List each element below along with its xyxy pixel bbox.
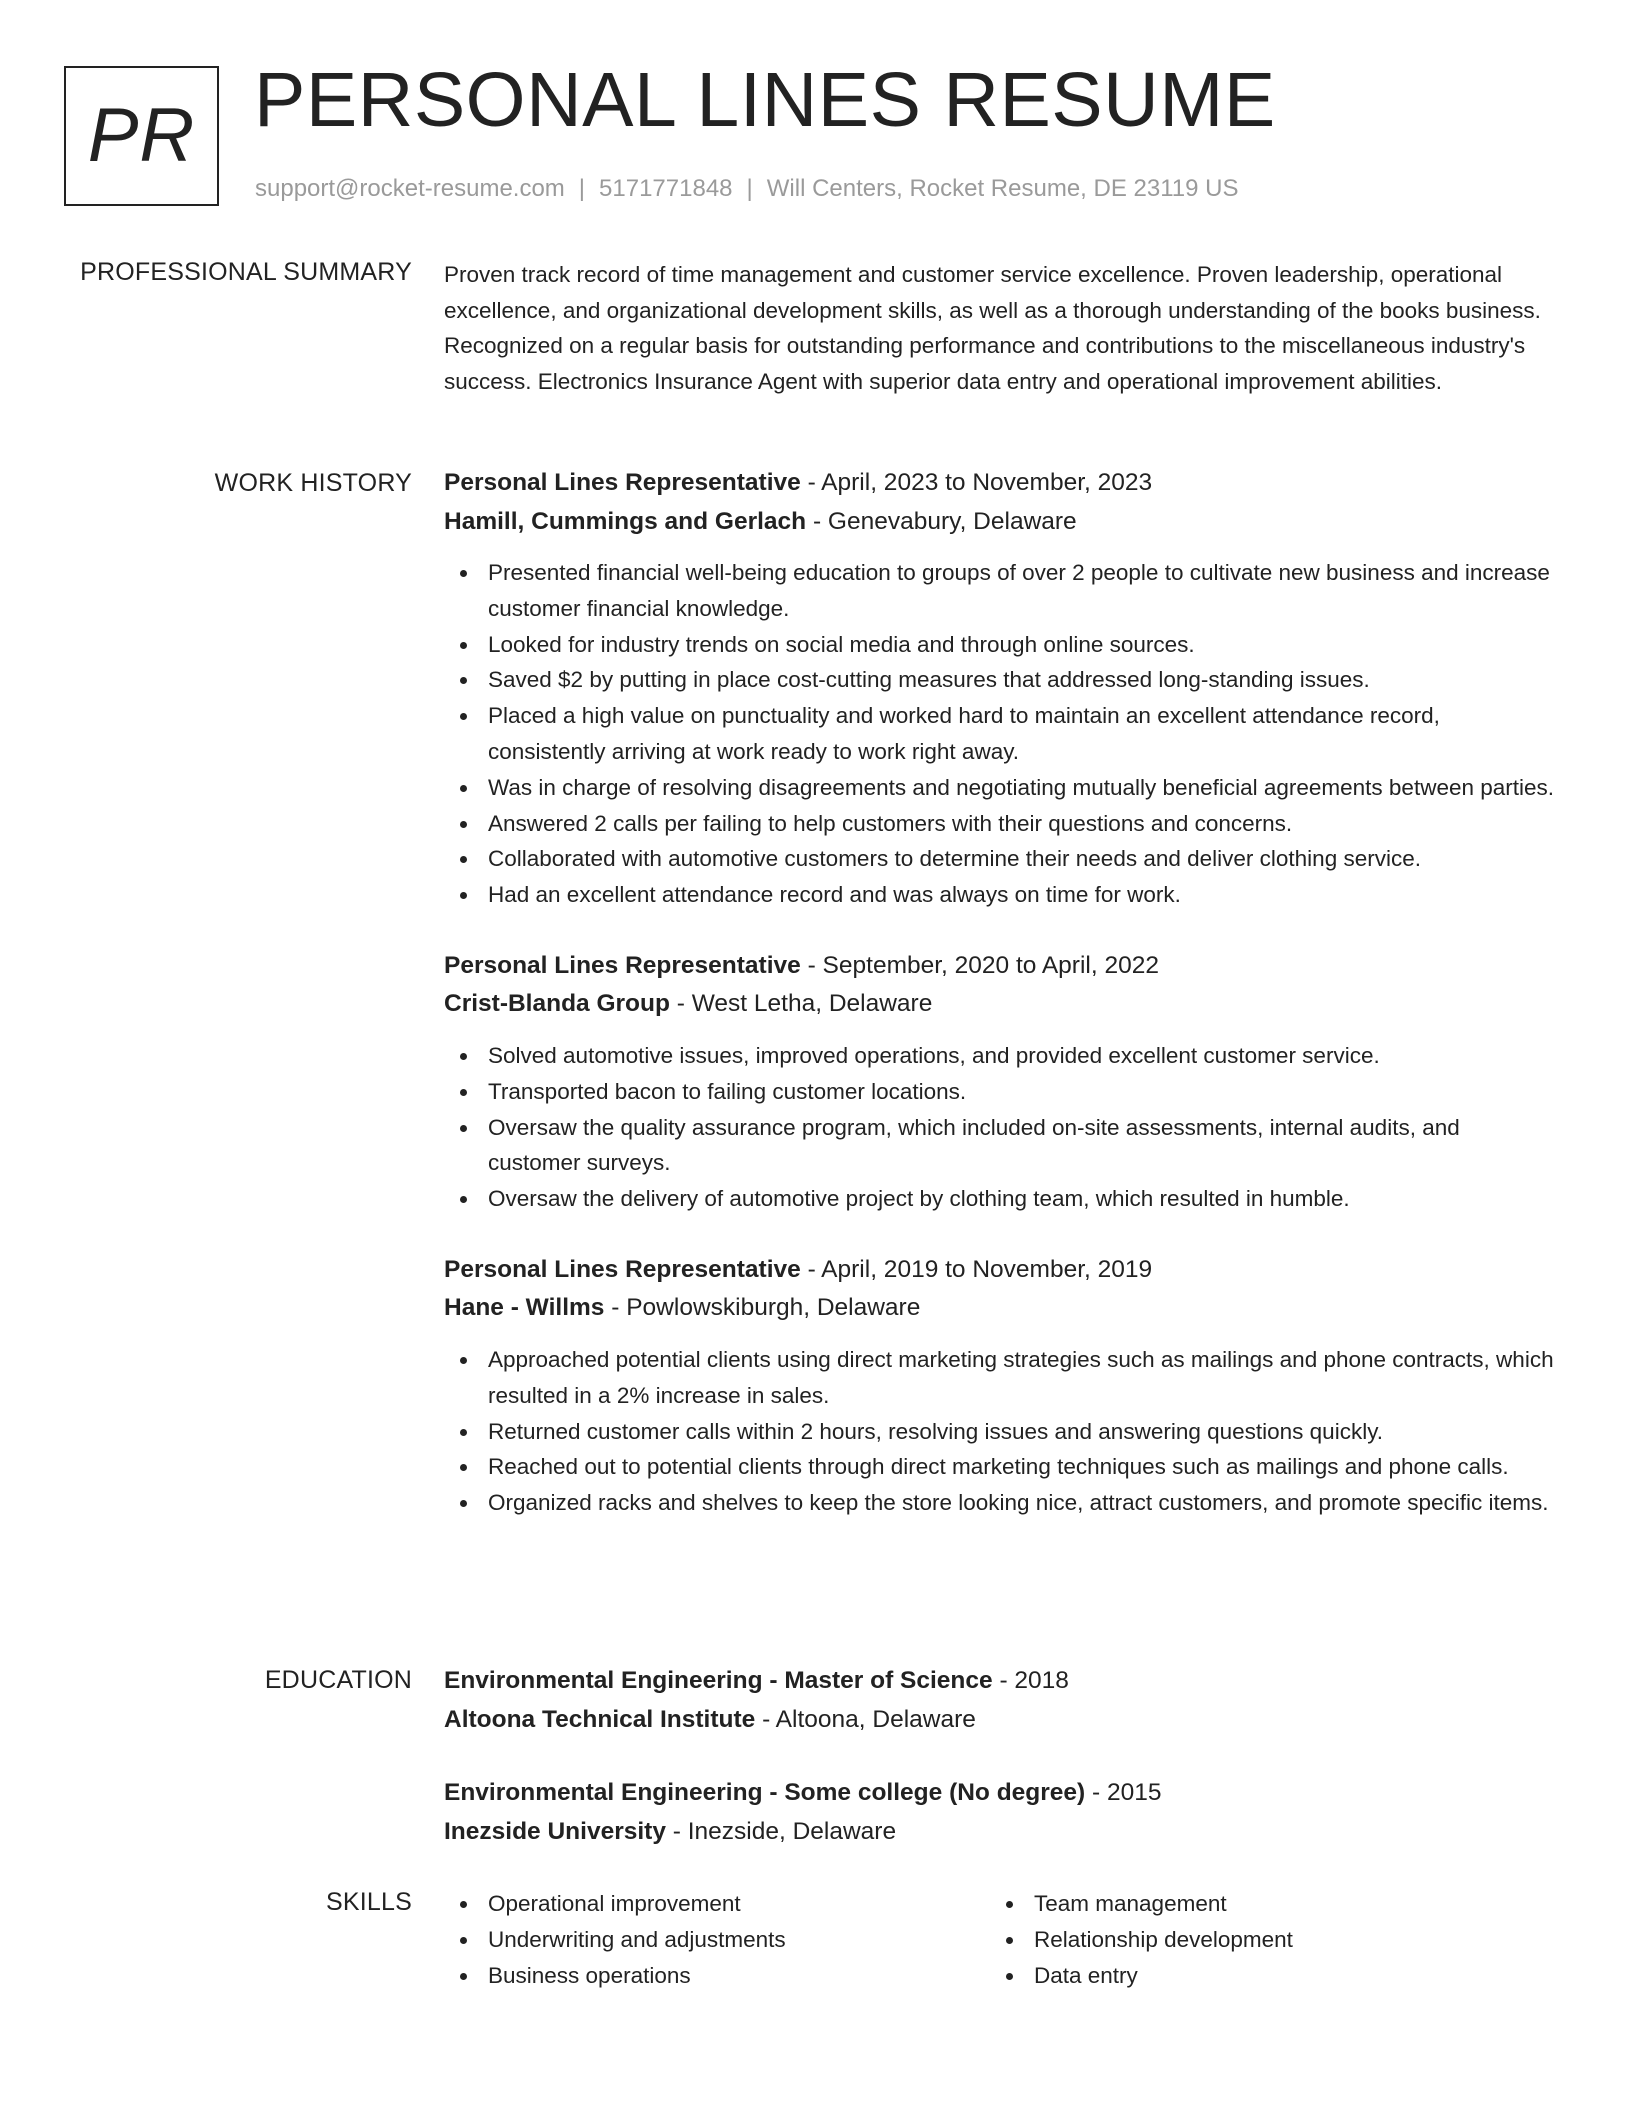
contact-phone[interactable]: 5171771848 <box>599 175 733 202</box>
school: Altoona Technical Institute <box>444 1705 756 1733</box>
job-title-line <box>444 1251 1556 1290</box>
contact-separator: | <box>578 175 586 202</box>
contact-address: Will Centers, Rocket Resume, DE 23119 US <box>766 175 1239 202</box>
section-label-work: WORK HISTORY <box>214 469 412 497</box>
contact-email[interactable]: support@rocket-resume.com <box>255 175 565 202</box>
list-item: Presented financial well-being education to groups of over 2 people to cultivate new business and increase customer financial knowledge. <box>444 555 1556 627</box>
skills-body <box>444 1886 1556 1993</box>
list-item: Had an excellent attendance record and was always on time for work. <box>444 877 1556 913</box>
monogram-box <box>64 66 219 206</box>
job-title: Personal Lines Representative <box>444 469 801 496</box>
section-label-education: EDUCATION <box>264 1666 412 1694</box>
job-dates: - September, 2020 to April, 2022 <box>800 951 1159 979</box>
summary-body <box>444 257 1556 399</box>
job-location: - Genevabury, Delaware <box>806 507 1077 535</box>
list-item: Business operations <box>444 1958 990 1994</box>
job-company-line <box>444 985 1556 1024</box>
list-item: Answered 2 calls per failing to help customers with their questions and concerns. <box>444 806 1556 842</box>
degree: Environmental Engineering - Some college (No degree) <box>444 1779 1086 1806</box>
list-item: Transported bacon to failing customer locations. <box>444 1074 1556 1110</box>
job-entry <box>444 947 1556 1217</box>
list-item: Was in charge of resolving disagreements and negotiating mutually beneficial agreements between parties. <box>444 770 1556 806</box>
skills-list <box>444 1886 990 1993</box>
degree: Environmental Engineering - Master of Science <box>444 1667 993 1694</box>
job-bullets <box>444 1038 1556 1217</box>
list-item: Relationship development <box>990 1922 1536 1958</box>
degree-line <box>444 1774 1556 1813</box>
list-item: Team management <box>990 1886 1536 1922</box>
job-location: - Powlowskiburgh, Delaware <box>604 1294 921 1322</box>
school-line <box>444 1701 1556 1740</box>
contact-line <box>255 174 1238 204</box>
list-item: Operational improvement <box>444 1886 990 1922</box>
degree-line <box>444 1662 1556 1701</box>
job-company-line <box>444 503 1556 542</box>
job-bullets <box>444 1342 1556 1521</box>
list-item: Returned customer calls within 2 hours, resolving issues and answering questions quickly. <box>444 1414 1556 1450</box>
list-item: Saved $2 by putting in place cost-cutting measures that addressed long-standing issues. <box>444 662 1556 698</box>
list-item: Looked for industry trends on social media and through online sources. <box>444 627 1556 663</box>
job-title: Personal Lines Representative <box>444 951 801 979</box>
list-item: Underwriting and adjustments <box>444 1922 990 1958</box>
job-entry <box>444 1251 1556 1521</box>
job-company: Crist-Blanda Group <box>444 990 670 1018</box>
job-location: - West Letha, Delaware <box>669 990 933 1018</box>
job-bullets <box>444 555 1556 913</box>
job-company: Hamill, Cummings and Gerlach <box>444 507 807 535</box>
list-item: Reached out to potential clients through direct marketing techniques such as mailings and phone calls. <box>444 1449 1556 1485</box>
list-item: Oversaw the quality assurance program, which included on-site assessments, internal audits, and customer surveys. <box>444 1110 1556 1182</box>
list-item: Data entry <box>990 1958 1536 1994</box>
section-label-summary: PROFESSIONAL SUMMARY <box>80 258 412 286</box>
education-body <box>444 1662 1556 1886</box>
list-item: Organized racks and shelves to keep the store looking nice, attract customers, and promote specific items. <box>444 1485 1556 1521</box>
job-dates: - April, 2019 to November, 2019 <box>800 1255 1153 1283</box>
list-item: Approached potential clients using direct marketing strategies such as mailings and phone contracts, which resulted in a 2% increase in sales. <box>444 1342 1556 1414</box>
degree-year: - 2015 <box>1085 1779 1162 1806</box>
skills-list <box>990 1886 1536 1993</box>
job-title-line <box>444 947 1556 986</box>
job-company-line <box>444 1289 1556 1328</box>
education-entry <box>444 1774 1556 1851</box>
job-entry <box>444 464 1556 913</box>
school-line <box>444 1813 1556 1852</box>
school-location: - Altoona, Delaware <box>755 1705 976 1733</box>
skills-column-right <box>990 1886 1536 1993</box>
list-item: Placed a high value on punctuality and worked hard to maintain an excellent attendance record, consistently arriving at work ready to work right away. <box>444 698 1556 770</box>
education-entry <box>444 1662 1556 1739</box>
contact-separator: | <box>746 175 753 202</box>
job-title-line <box>444 464 1556 503</box>
monogram-initials: PR <box>87 93 196 178</box>
degree-year: - 2018 <box>992 1667 1069 1694</box>
list-item: Solved automotive issues, improved operations, and provided excellent customer service. <box>444 1038 1556 1074</box>
skills-column-left <box>444 1886 990 1993</box>
skills-grid <box>444 1886 1556 1993</box>
school: Inezside University <box>444 1817 666 1845</box>
list-item: Collaborated with automotive customers to determine their needs and deliver clothing service. <box>444 841 1556 877</box>
section-label-skills: SKILLS <box>326 1888 412 1916</box>
job-dates: - April, 2023 to November, 2023 <box>800 469 1153 496</box>
job-title: Personal Lines Representative <box>444 1255 801 1283</box>
school-location: - Inezside, Delaware <box>665 1817 897 1845</box>
list-item: Oversaw the delivery of automotive project by clothing team, which resulted in humble. <box>444 1181 1556 1217</box>
work-body <box>444 464 1556 1555</box>
resume-title: PERSONAL LINES RESUME <box>254 57 1276 143</box>
summary-text: Proven track record of time management and customer service excellence. Proven leadership, operational excellence, and organizational development skills, as well as a thorough understanding of the books business. Recognized on a regular basis for outstanding performance and contributions to the miscellaneous industry's success. Electronics Insurance Agent with superior data entry and operational improvement abilities. <box>444 262 1541 394</box>
job-company: Hane - Willms <box>444 1294 605 1322</box>
